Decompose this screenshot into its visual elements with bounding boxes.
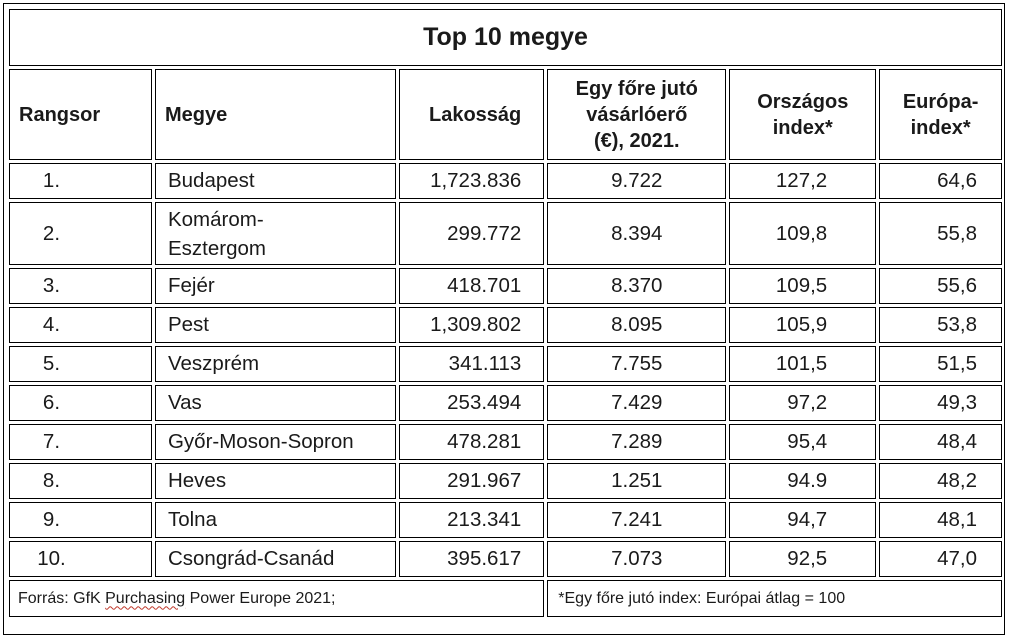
cell-europe-index: 48,1 — [879, 502, 1002, 538]
cell-purchasing-power: 7.241 — [547, 502, 726, 538]
cell-county: Pest — [155, 307, 396, 343]
cell-county: Vas — [155, 385, 396, 421]
table-row — [9, 268, 1002, 304]
header-purchasing-power — [547, 69, 726, 160]
table-row — [9, 502, 1002, 538]
top-counties-table — [6, 6, 1005, 620]
cell-purchasing-power: 7.289 — [547, 424, 726, 460]
cell-purchasing-power: 8.370 — [547, 268, 726, 304]
cell-national-index: 92,5 — [729, 541, 876, 577]
cell-national-index: 109,8 — [729, 202, 876, 265]
cell-europe-index: 48,4 — [879, 424, 1002, 460]
cell-rank: 6. — [9, 385, 152, 421]
cell-national-index: 95,4 — [729, 424, 876, 460]
source-prefix: Forrás: GfK — [18, 589, 106, 607]
header-rank: Rangsor — [9, 69, 152, 160]
table-row — [9, 346, 1002, 382]
cell-national-index: 94.9 — [729, 463, 876, 499]
cell-rank: 7. — [9, 424, 152, 460]
header-purchasing-power-line3: (€), 2021. — [593, 129, 680, 152]
cell-europe-index: 53,8 — [879, 307, 1002, 343]
header-purchasing-power-line1: Egy főre jutó — [575, 77, 698, 100]
table-row — [9, 385, 1002, 421]
source-suffix: Power Europe 2021; — [185, 589, 336, 607]
table-row — [9, 163, 1002, 199]
cell-national-index: 105,9 — [729, 307, 876, 343]
cell-national-index: 127,2 — [729, 163, 876, 199]
cell-europe-index: 64,6 — [879, 163, 1002, 199]
cell-europe-index: 51,5 — [879, 346, 1002, 382]
header-population: Lakosság — [399, 69, 544, 160]
cell-europe-index: 47,0 — [879, 541, 1002, 577]
source-underlined-word: Purchasing — [105, 589, 186, 607]
cell-county: Győr-Moson-Sopron — [155, 424, 396, 460]
cell-rank: 3. — [9, 268, 152, 304]
header-national-line2: index* — [772, 116, 833, 139]
header-europe-line1: Európa- — [902, 90, 979, 113]
footer-row — [9, 580, 1002, 617]
cell-national-index: 101,5 — [729, 346, 876, 382]
cell-national-index: 94,7 — [729, 502, 876, 538]
table-row — [9, 307, 1002, 343]
table-row — [9, 202, 1002, 265]
header-county: Megye — [155, 69, 396, 160]
cell-europe-index: 48,2 — [879, 463, 1002, 499]
cell-purchasing-power: 7.755 — [547, 346, 726, 382]
cell-county — [155, 202, 396, 265]
cell-rank: 1. — [9, 163, 152, 199]
cell-europe-index: 55,8 — [879, 202, 1002, 265]
cell-county: Veszprém — [155, 346, 396, 382]
cell-rank: 8. — [9, 463, 152, 499]
cell-population: 341.113 — [399, 346, 544, 382]
cell-population: 418.701 — [399, 268, 544, 304]
cell-national-index: 109,5 — [729, 268, 876, 304]
table-row — [9, 424, 1002, 460]
cell-population: 291.967 — [399, 463, 544, 499]
cell-purchasing-power: 8.095 — [547, 307, 726, 343]
cell-rank: 10. — [9, 541, 152, 577]
cell-rank: 5. — [9, 346, 152, 382]
cell-county: Fejér — [155, 268, 396, 304]
cell-county: Heves — [155, 463, 396, 499]
cell-county-line1: Komárom- — [167, 207, 264, 231]
table-row — [9, 463, 1002, 499]
cell-purchasing-power: 8.394 — [547, 202, 726, 265]
cell-population: 1,309.802 — [399, 307, 544, 343]
cell-county: Budapest — [155, 163, 396, 199]
cell-population: 478.281 — [399, 424, 544, 460]
index-footnote: *Egy főre jutó index: Európai átlag = 100 — [547, 580, 1002, 617]
cell-population: 299.772 — [399, 202, 544, 265]
header-row — [9, 69, 1002, 160]
cell-population: 1,723.836 — [399, 163, 544, 199]
cell-county-line2: Esztergom — [167, 236, 266, 260]
cell-purchasing-power: 9.722 — [547, 163, 726, 199]
cell-europe-index: 55,6 — [879, 268, 1002, 304]
cell-rank: 2. — [9, 202, 152, 265]
table-title: Top 10 megye — [9, 9, 1002, 66]
header-europe-index — [879, 69, 1002, 160]
header-europe-line2: index* — [910, 116, 971, 139]
cell-europe-index: 49,3 — [879, 385, 1002, 421]
table-row — [9, 541, 1002, 577]
cell-purchasing-power: 1.251 — [547, 463, 726, 499]
cell-purchasing-power: 7.073 — [547, 541, 726, 577]
header-national-line1: Országos — [757, 90, 849, 113]
header-national-index — [729, 69, 876, 160]
cell-population: 253.494 — [399, 385, 544, 421]
cell-county: Tolna — [155, 502, 396, 538]
cell-rank: 9. — [9, 502, 152, 538]
cell-county: Csongrád-Csanád — [155, 541, 396, 577]
cell-population: 395.617 — [399, 541, 544, 577]
source-note — [9, 580, 544, 617]
cell-purchasing-power: 7.429 — [547, 385, 726, 421]
cell-population: 213.341 — [399, 502, 544, 538]
cell-rank: 4. — [9, 307, 152, 343]
cell-national-index: 97,2 — [729, 385, 876, 421]
header-purchasing-power-line2: vásárlóerő — [586, 103, 688, 126]
